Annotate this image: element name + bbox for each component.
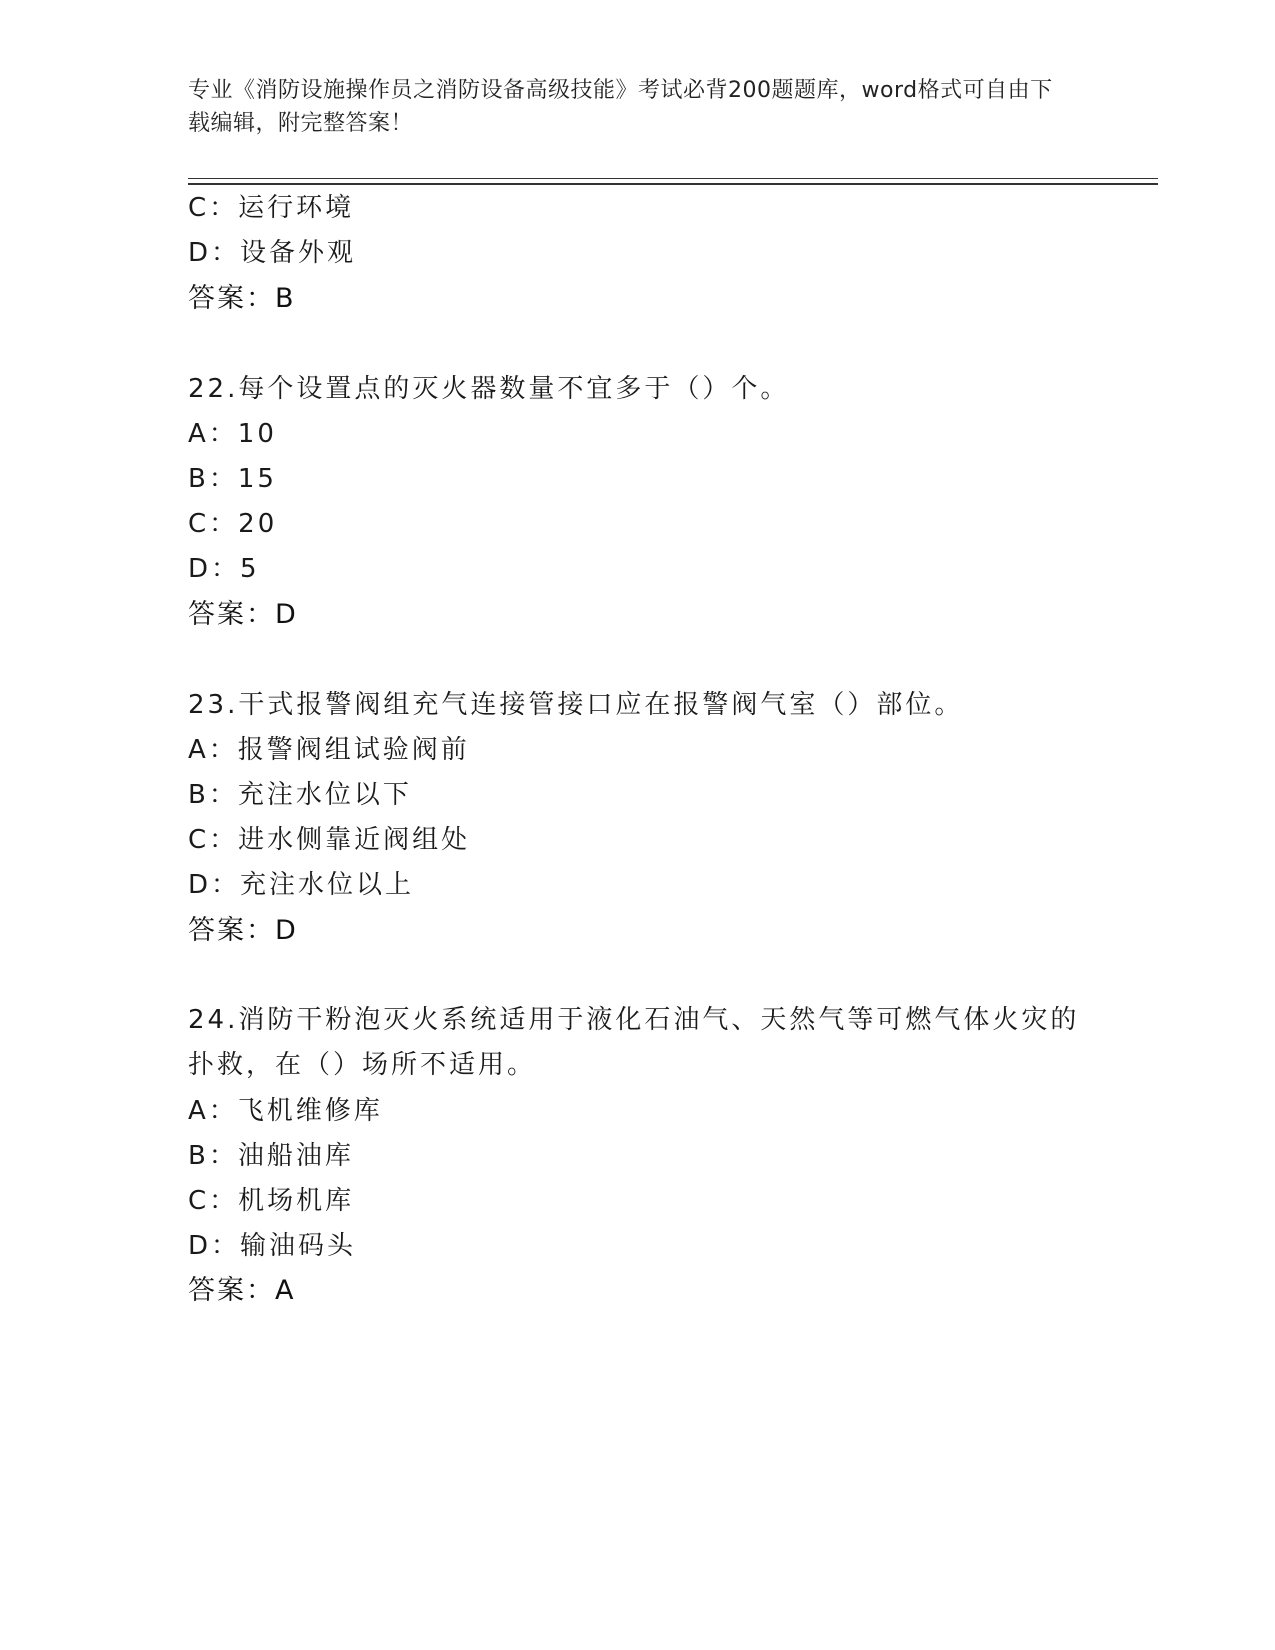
question-24-option-d: D：输油码头 — [188, 1231, 357, 1261]
question-24-stem: 24.消防干粉泡灭火系统适用于液化石油气、天然气等可燃气体火灾的扑救，在（）场所不适用。 — [188, 1005, 1080, 1080]
question-24-option-b: B：油船油库 — [188, 1141, 354, 1171]
question-22-option-c: C：20 — [188, 509, 278, 539]
question-23-option-c: C：进水侧靠近阀组处 — [188, 825, 471, 855]
question-22-option-b: B：15 — [188, 464, 277, 494]
question-22-stem: 22.每个设置点的灭火器数量不宜多于（）个。 — [188, 374, 790, 404]
question-22-answer: 答案：D — [188, 599, 298, 630]
header-divider-top — [188, 178, 1158, 179]
question-24-option-a: A：飞机维修库 — [188, 1096, 383, 1126]
question-24-answer: 答案：A — [188, 1275, 296, 1306]
question-23-option-b: B：充注水位以下 — [188, 780, 412, 810]
question-22-option-a: A：10 — [188, 419, 277, 449]
question-23-answer: 答案：D — [188, 915, 298, 946]
answer-prev: 答案：B — [188, 283, 296, 314]
option-d-prev: D：设备外观 — [188, 238, 357, 268]
question-23-stem: 23.干式报警阀组充气连接管接口应在报警阀气室（）部位。 — [188, 690, 964, 720]
question-22-option-d: D：5 — [188, 554, 260, 584]
question-24-option-c: C：机场机库 — [188, 1186, 355, 1216]
option-c-prev: C：运行环境 — [188, 193, 355, 223]
header-divider-bottom — [188, 183, 1158, 185]
question-23-option-d: D：充注水位以上 — [188, 870, 415, 900]
question-23-option-a: A：报警阀组试验阀前 — [188, 735, 470, 765]
document-header: 专业《消防设施操作员之消防设备高级技能》考试必背200题题库，word格式可自由下载编辑，附完整答案！ — [188, 78, 1053, 136]
